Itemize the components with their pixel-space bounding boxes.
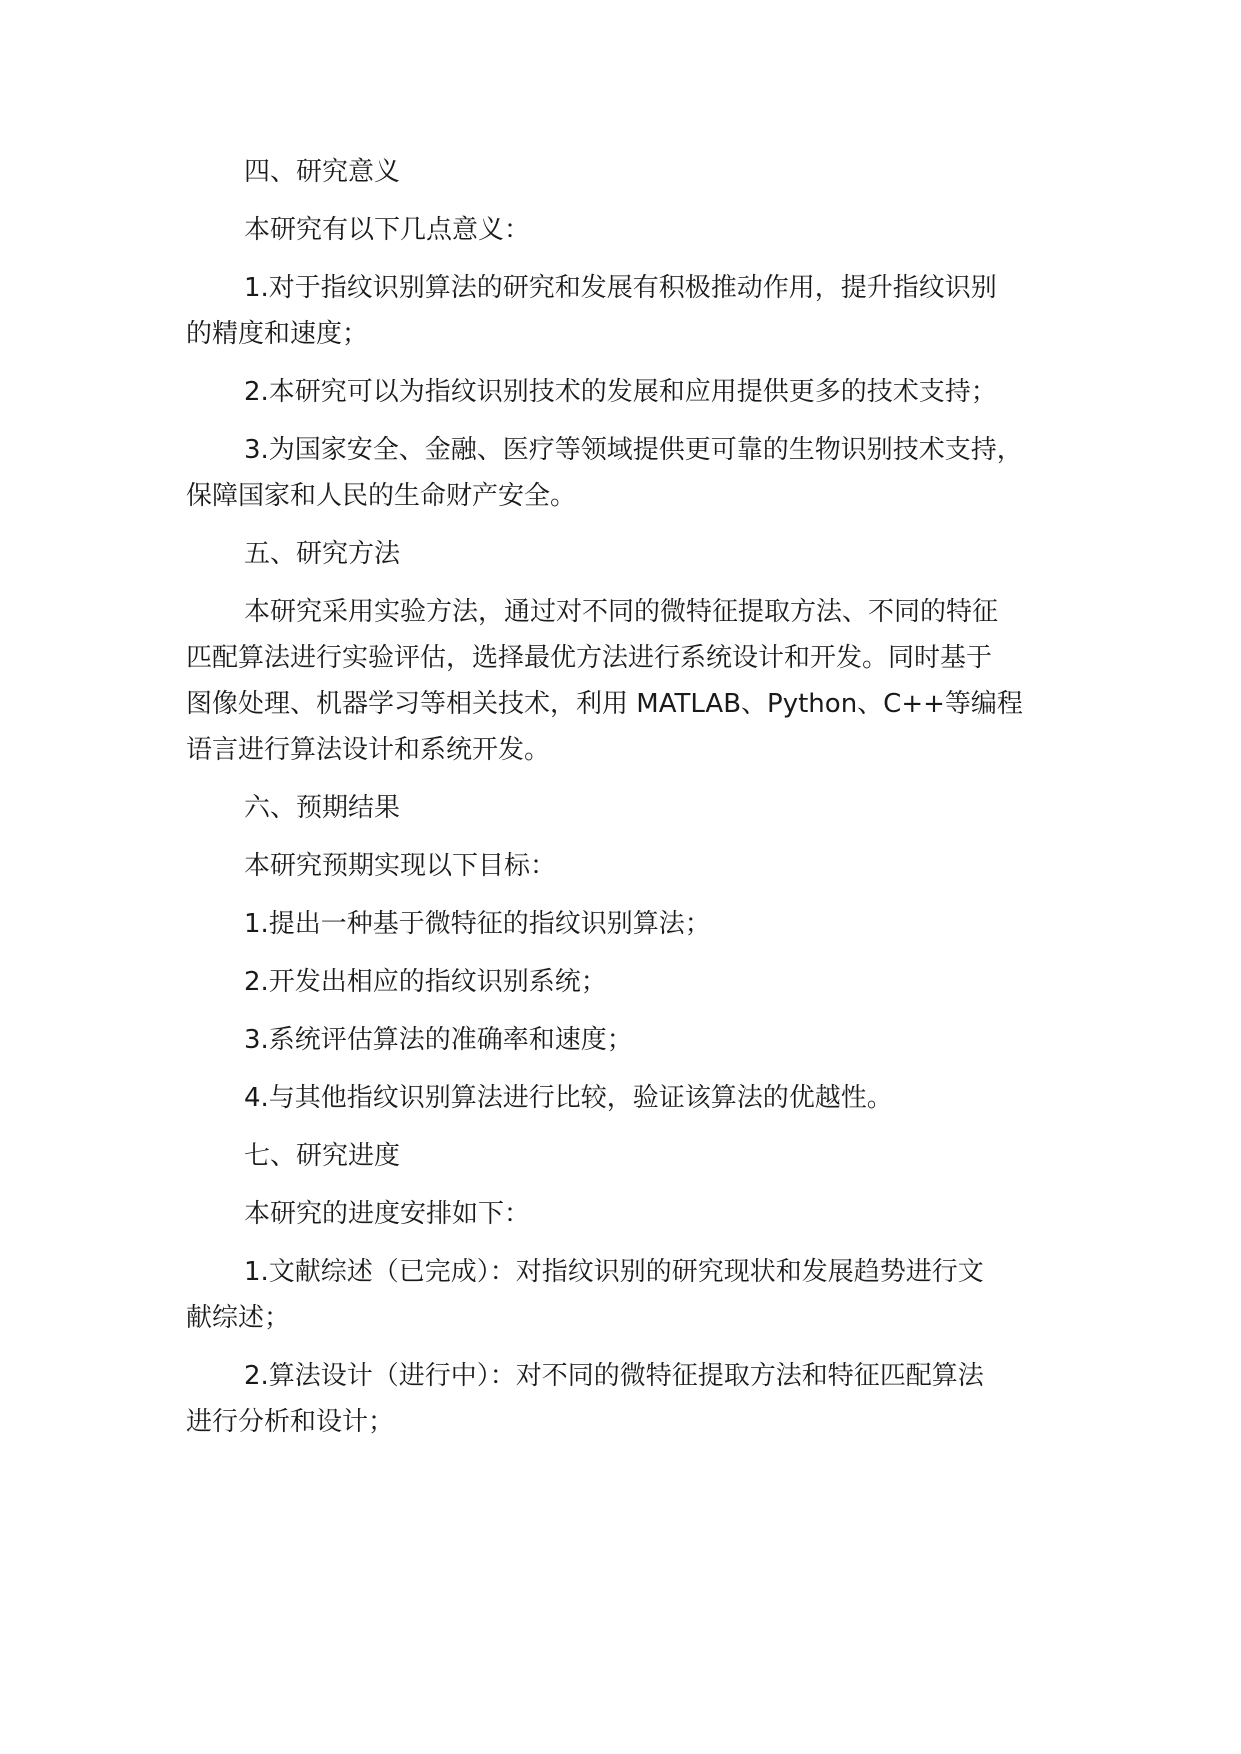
paragraph-line: 的精度和速度； xyxy=(186,319,369,349)
paragraph-line: 保障国家和人民的生命财产安全。 xyxy=(186,481,577,511)
paragraph xyxy=(186,901,1086,947)
paragraph-line: 1.提出一种基于微特征的指纹识别算法； xyxy=(244,909,711,939)
paragraph-line: 3.为国家安全、金融、医疗等领域提供更可靠的生物识别技术支持， xyxy=(244,435,1023,465)
paragraph xyxy=(186,1191,1086,1237)
paragraph-line: 3.系统评估算法的准确率和速度； xyxy=(244,1025,633,1055)
paragraph-line: 2.本研究可以为指纹识别技术的发展和应用提供更多的技术支持； xyxy=(244,377,997,407)
paragraph xyxy=(186,207,1086,253)
paragraph-line: 本研究预期实现以下目标： xyxy=(244,851,557,881)
paragraph xyxy=(186,843,1086,889)
paragraph-line: 图像处理、机器学习等相关技术，利用 MATLAB、Python、C++等编程 xyxy=(186,689,1023,719)
paragraph xyxy=(186,589,1086,773)
paragraph-line: 1.文献综述（已完成）：对指纹识别的研究现状和发展趋势进行文 xyxy=(244,1257,984,1287)
paragraph-line: 本研究有以下几点意义： xyxy=(244,215,531,245)
paragraph-line: 进行分析和设计； xyxy=(186,1407,395,1437)
paragraph xyxy=(186,369,1086,415)
section-heading: 四、研究意义 xyxy=(244,157,401,187)
document-body xyxy=(186,149,1086,1457)
paragraph-line: 本研究的进度安排如下： xyxy=(244,1199,531,1229)
paragraph xyxy=(186,1353,1086,1445)
paragraph xyxy=(186,1075,1086,1121)
section-heading: 六、预期结果 xyxy=(244,793,401,823)
paragraph-line: 2.开发出相应的指纹识别系统； xyxy=(244,967,607,997)
paragraph-line: 1.对于指纹识别算法的研究和发展有积极推动作用，提升指纹识别 xyxy=(244,273,997,303)
paragraph xyxy=(186,1249,1086,1341)
section-heading: 五、研究方法 xyxy=(244,539,401,569)
paragraph-line: 匹配算法进行实验评估，选择最优方法进行系统设计和开发。同时基于 xyxy=(186,643,993,673)
paragraph xyxy=(186,427,1086,519)
paragraph-line: 本研究采用实验方法，通过对不同的微特征提取方法、不同的特征 xyxy=(244,597,999,627)
paragraph-line: 2.算法设计（进行中）：对不同的微特征提取方法和特征匹配算法 xyxy=(244,1361,984,1391)
paragraph xyxy=(186,959,1086,1005)
paragraph-line: 语言进行算法设计和系统开发。 xyxy=(186,735,551,765)
section-heading: 七、研究进度 xyxy=(244,1141,401,1171)
paragraph xyxy=(186,265,1086,357)
paragraph xyxy=(186,1017,1086,1063)
paragraph-line: 4.与其他指纹识别算法进行比较，验证该算法的优越性。 xyxy=(244,1083,893,1113)
paragraph-line: 献综述； xyxy=(186,1303,291,1333)
